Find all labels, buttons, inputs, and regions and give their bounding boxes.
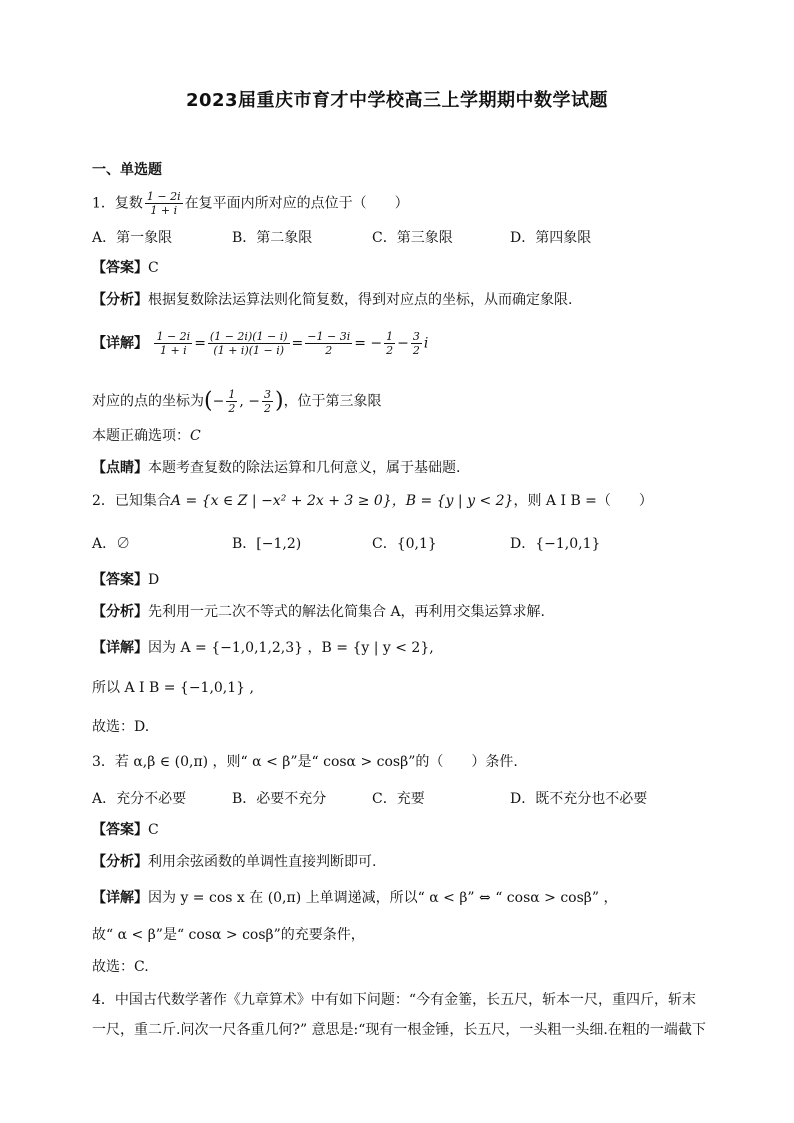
q2-options — [92, 534, 712, 554]
equals-sign: = — [194, 335, 206, 352]
frac-den: 2 — [386, 344, 394, 357]
q2-stem — [92, 491, 653, 511]
comment-tag: 【点睛】 — [92, 460, 148, 476]
analysis-tag: 【分析】 — [92, 292, 148, 308]
q1-comment-text: 本题考查复数的除法运算和几何意义，属于基础题. — [148, 460, 461, 476]
q1-fraction — [145, 190, 183, 217]
q2-detail-text: 因为 A = {−1,0,1,2,3} ，B = {y | y < 2}, — [148, 640, 434, 656]
q2-answer — [92, 570, 159, 590]
q2-analysis-text: 先利用一元二次不等式的解法化简集合 A，再利用交集运算求解. — [148, 604, 546, 620]
q3-answer-value: C — [148, 822, 159, 838]
answer-tag: 【答案】 — [92, 572, 148, 588]
q1-detail-frac-1 — [154, 330, 192, 357]
page-title: 2023届重庆市育才中学校高三上学期期中数学试题 — [185, 90, 609, 111]
q3-detail-line-2: 故“ α < β”是“ cosα > cosβ”的充要条件， — [92, 927, 365, 943]
q2-set-a: A = {x ∈ Z | −x² + 2x + 3 ≥ 0} — [170, 493, 392, 509]
q3-detail-line-3: 故选：C. — [92, 959, 149, 975]
frac-num: 1 — [228, 388, 236, 401]
q1-coordinate — [92, 388, 382, 415]
q1-stem-post: 在复平面内所对应的点位于（ ） — [184, 195, 409, 212]
frac-num: 3 — [263, 388, 271, 401]
q2-option-d: D．{−1,0,1} — [510, 536, 601, 552]
q1-correct-pre: 本题正确选项： — [92, 428, 190, 444]
q1-answer-value: C — [148, 260, 159, 276]
q4-stem-line-2: 一尺，重二斤.问次一尺各重几何?” 意思是:“现有一根金锤，长五尺，一头粗一头细.在粗的一端截下 — [92, 1022, 706, 1038]
q3-analysis — [92, 852, 376, 872]
left-paren: ( — [204, 388, 213, 414]
q2-option-c: C．{0,1} — [372, 536, 437, 552]
q1-correct — [92, 426, 201, 446]
q2-answer-value: D — [148, 572, 160, 588]
q1-option-a: A．第一象限 — [92, 230, 173, 246]
q3-option-d: D．既不充分也不必要 — [510, 791, 648, 807]
q1-analysis — [92, 290, 572, 310]
q2-stem-pre: 2．已知集合 — [92, 493, 171, 509]
analysis-tag: 【分析】 — [92, 604, 148, 620]
q1-correct-value: C — [190, 428, 201, 444]
equals-sign: = — [291, 335, 304, 352]
q1-coord-post: ，位于第三象限 — [283, 393, 382, 410]
q2-set-b: ，B = {y | y < 2} — [391, 493, 514, 509]
q1-detail-frac-4 — [384, 330, 395, 357]
frac-den: 2 — [325, 344, 333, 357]
q1-analysis-text: 根据复数除法运算法则化简复数，得到对应点的坐标，从而确定象限. — [148, 292, 573, 308]
q1-coord-frac-1 — [226, 388, 237, 415]
q1-stem — [92, 190, 409, 217]
detail-tag: 【详解】 — [92, 890, 148, 906]
q1-detail — [92, 330, 428, 357]
frac-den: 2 — [412, 344, 420, 357]
frac-num: −1 − 3i — [307, 330, 351, 343]
comma-minus: , − — [239, 393, 260, 410]
minus-sign: − — [212, 393, 225, 410]
q3-option-c: C．充要 — [372, 791, 425, 807]
minus-sign: − — [397, 335, 409, 352]
q1-detail-frac-3 — [305, 330, 352, 357]
q1-comment — [92, 458, 460, 478]
right-paren: ) — [274, 388, 284, 414]
q1-answer — [92, 258, 159, 278]
q1-coord-pre: 对应的点的坐标为 — [92, 393, 204, 410]
answer-tag: 【答案】 — [92, 822, 148, 838]
imaginary-unit: i — [423, 335, 429, 352]
frac-num: 1 — [386, 330, 394, 343]
q2-option-a: A．∅ — [92, 536, 131, 552]
q1-frac-num: 1 − 2i — [146, 190, 181, 203]
section-heading: 一、单选题 — [92, 162, 162, 178]
equals-sign: = − — [354, 335, 383, 352]
q3-options — [92, 789, 712, 809]
frac-num: 3 — [412, 330, 420, 343]
answer-tag: 【答案】 — [92, 260, 148, 276]
q1-coord-frac-2 — [262, 388, 273, 415]
analysis-tag: 【分析】 — [92, 854, 148, 870]
q1-detail-frac-5 — [411, 330, 422, 357]
q3-detail — [92, 888, 618, 908]
q2-stem-post: ，则 A I B =（ ） — [513, 493, 653, 509]
q3-analysis-text: 利用余弦函数的单调性直接判断即可. — [148, 854, 377, 870]
detail-tag: 【详解】 — [92, 640, 148, 656]
q3-stem: 3．若 α,β ∈ (0,π) ，则“ α < β”是“ cosα > cosβ”的（ ）条件. — [92, 754, 518, 770]
q1-frac-den: 1 + i — [150, 204, 178, 217]
q2-detail — [92, 638, 434, 658]
q1-option-b: B．第二象限 — [232, 230, 313, 246]
q3-option-a: A．充分不必要 — [92, 791, 187, 807]
frac-den: 2 — [263, 402, 271, 415]
q1-stem-pre: 1．复数 — [92, 195, 143, 212]
q3-option-b: B．必要不充分 — [232, 791, 327, 807]
q1-option-c: C．第三象限 — [372, 230, 453, 246]
frac-num: 1 − 2i — [156, 330, 191, 343]
frac-den: 2 — [228, 402, 236, 415]
q1-option-d: D．第四象限 — [510, 230, 592, 246]
q3-detail-text: 因为 y = cos x 在 (0,π) 上单调递减，所以“ α < β” ⇔ “ cosα > cosβ” ， — [148, 890, 618, 906]
frac-den: 1 + i — [159, 344, 187, 357]
q2-option-b: B．[−1,2) — [232, 536, 302, 552]
q3-answer — [92, 820, 159, 840]
q2-detail-line-3: 故选：D. — [92, 719, 150, 735]
q2-analysis — [92, 602, 545, 622]
frac-den: (1 + i)(1 − i) — [213, 344, 285, 357]
detail-tag: 【详解】 — [92, 335, 148, 352]
q1-detail-frac-2 — [208, 330, 290, 357]
frac-num: (1 − 2i)(1 − i) — [209, 330, 288, 343]
q4-stem-line-1: 4．中国古代数学著作《九章算术》中有如下问题：“今有金箠，长五尺，斩本一尺，重四斤，斩末 — [92, 992, 697, 1008]
q2-detail-line-2: 所以 A I B = {−1,0,1} , — [92, 680, 254, 696]
q1-options — [92, 228, 712, 248]
